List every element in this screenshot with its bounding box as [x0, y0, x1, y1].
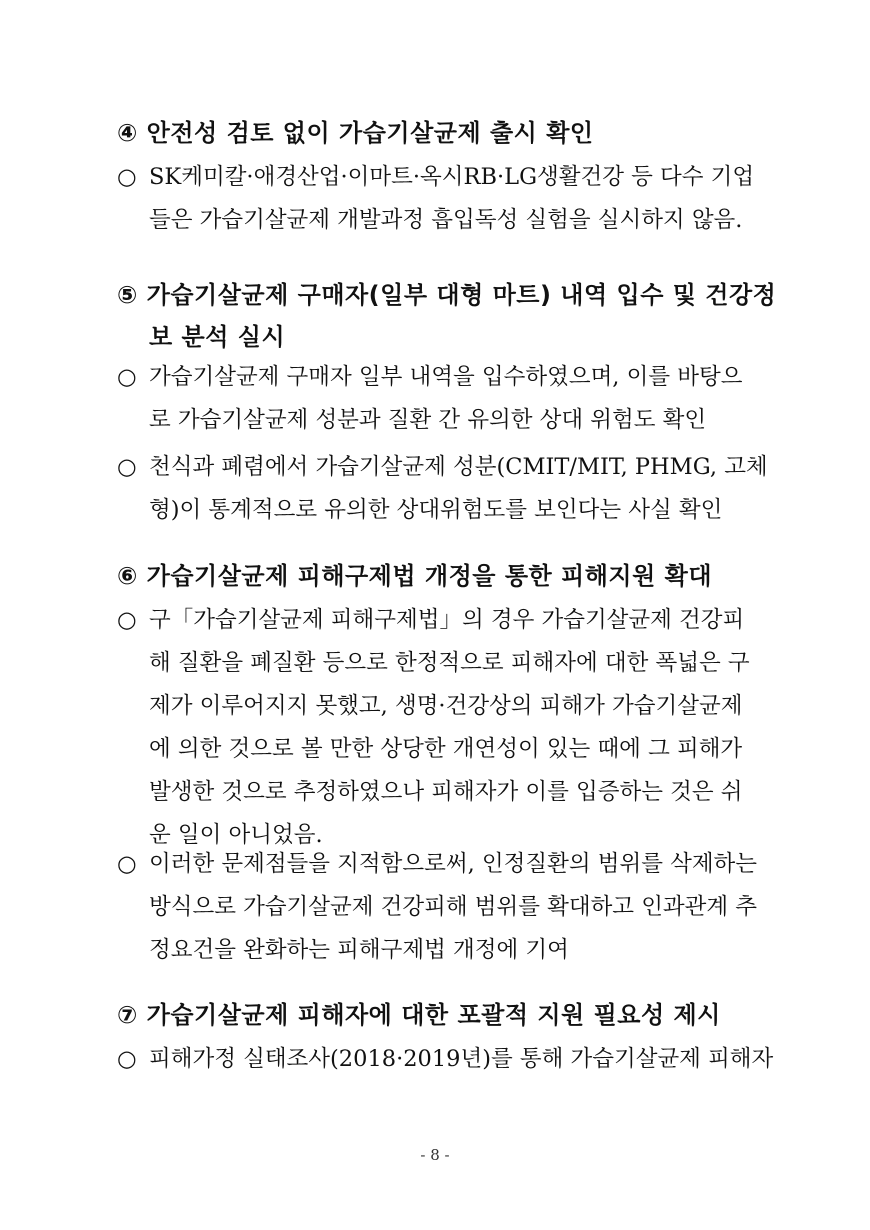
bullet-marker: ○ — [117, 454, 137, 480]
bullet-marker: ○ — [117, 607, 137, 633]
bullet-text: 이러한 문제점들을 지적함으로써, 인정질환의 범위를 삭제하는 — [149, 851, 758, 877]
heading-line: ④ 안전성 검토 없이 가습기살균제 출시 확인 — [117, 119, 594, 147]
bullet-text: 구「가습기살균제 피해구제법」의 경우 가습기살균제 건강피 — [149, 607, 745, 633]
section-heading-7 — [117, 994, 777, 1036]
bullet-text: 정요건을 완화하는 피해구제법 개정에 기여 — [149, 937, 569, 963]
heading-line: ⑤ 가습기살균제 구매자(일부 대형 마트) 내역 입수 및 건강정 — [117, 281, 777, 309]
bullet-text: 천식과 폐렴에서 가습기살균제 성분(CMIT/MIT, PHMG, 고체 — [149, 454, 768, 480]
bullet-text: 가습기살균제 구매자 일부 내역을 입수하였으며, 이를 바탕으 — [149, 364, 743, 390]
bullet-marker: ○ — [117, 364, 137, 390]
bullet-marker: ○ — [117, 164, 137, 190]
bullet-item — [117, 156, 782, 242]
bullet-text: SK케미칼·애경산업·이마트·옥시RB·LG생활건강 등 다수 기업 — [149, 164, 755, 190]
page-number: - 8 - — [420, 1146, 450, 1164]
bullet-text: 형)이 통계적으로 유의한 상대위험도를 보인다는 사실 확인 — [149, 497, 723, 523]
bullet-text: 피해가정 실태조사(2018·2019년)를 통해 가습기살균제 피해자 — [149, 1046, 774, 1072]
heading-line: ⑦ 가습기살균제 피해자에 대한 포괄적 지원 필요성 제시 — [117, 1001, 721, 1029]
section-heading-6 — [117, 555, 777, 597]
bullet-text: 에 의한 것으로 볼 만한 상당한 개연성이 있는 때에 그 피해가 — [149, 736, 743, 762]
bullet-item — [117, 446, 782, 532]
bullet-text: 로 가습기살균제 성분과 질환 간 유의한 상대 위험도 확인 — [149, 407, 707, 433]
bullet-item — [117, 599, 782, 857]
bullet-marker: ○ — [117, 1046, 137, 1072]
section-heading-5 — [117, 274, 777, 358]
bullet-text: 방식으로 가습기살균제 건강피해 범위를 확대하고 인과관계 추 — [149, 894, 758, 920]
bullet-text: 발생한 것으로 추정하였으나 피해자가 이를 입증하는 것은 쉬 — [149, 779, 743, 805]
section-heading-4 — [117, 112, 777, 154]
bullet-text: 운 일이 아니었음. — [149, 822, 323, 848]
bullet-item — [117, 1038, 782, 1081]
bullet-text: 들은 가습기살균제 개발과정 흡입독성 실험을 실시하지 않음. — [149, 207, 743, 233]
heading-line: 보 분석 실시 — [149, 323, 286, 351]
bullet-item — [117, 843, 782, 972]
bullet-marker: ○ — [117, 851, 137, 877]
bullet-text: 제가 이루어지지 못했고, 생명·건강상의 피해가 가습기살균제 — [149, 693, 743, 719]
bullet-text: 해 질환을 폐질환 등으로 한정적으로 피해자에 대한 폭넓은 구 — [149, 650, 750, 676]
bullet-item — [117, 356, 782, 442]
heading-line: ⑥ 가습기살균제 피해구제법 개정을 통한 피해지원 확대 — [117, 562, 712, 590]
